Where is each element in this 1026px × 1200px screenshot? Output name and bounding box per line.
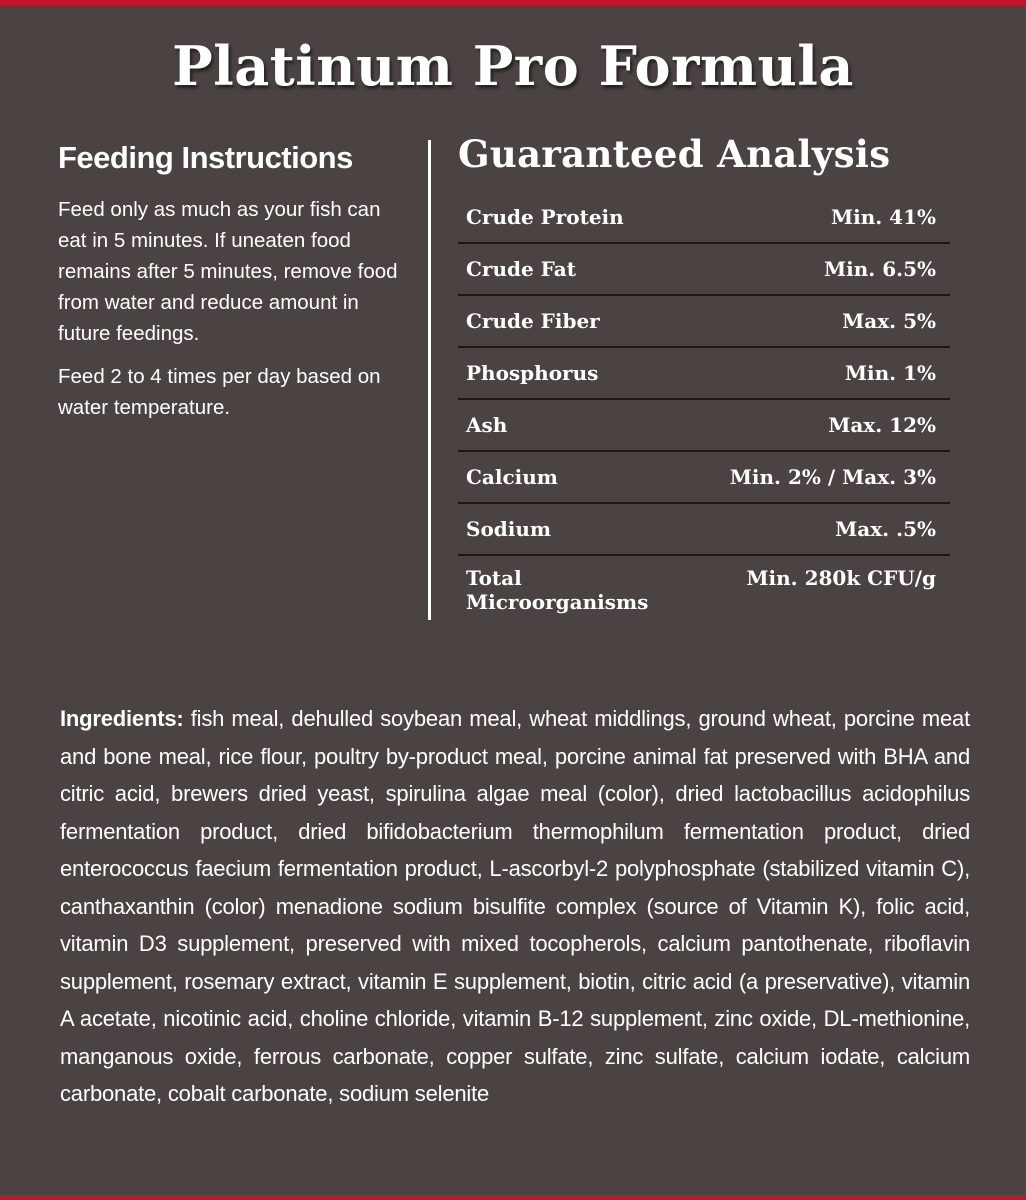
row-label: Calcium xyxy=(466,465,558,489)
page-title: Platinum Pro Formula xyxy=(172,34,854,98)
top-red-edge xyxy=(0,0,1026,5)
feeding-instructions-section xyxy=(58,140,408,435)
row-value: Min. 1% xyxy=(844,361,936,385)
table-row xyxy=(458,504,950,556)
row-value: Min. 280k CFU/g xyxy=(746,566,936,590)
analysis-table xyxy=(458,192,950,632)
feeding-paragraph: Feed only as much as your fish can eat in 5 minutes. If uneaten food remains after 5 minutes, remove food from water and reduce amount in future feedings. xyxy=(58,198,398,345)
table-row xyxy=(458,556,950,632)
column-divider xyxy=(428,140,431,620)
feeding-heading: Feeding Instructions xyxy=(58,140,353,175)
row-label: Crude Fiber xyxy=(466,309,600,333)
row-label: Crude Protein xyxy=(466,205,624,229)
table-row xyxy=(458,452,950,504)
ingredients-text xyxy=(60,700,970,1113)
ingredients-label: Ingredients: xyxy=(60,706,184,731)
row-label: Ash xyxy=(466,413,508,437)
row-value: Min. 6.5% xyxy=(823,257,936,281)
row-value: Max. 12% xyxy=(828,413,936,437)
row-label: Total Microorganisms xyxy=(466,566,649,614)
table-row xyxy=(458,348,950,400)
row-label: Crude Fat xyxy=(466,257,576,281)
table-row xyxy=(458,296,950,348)
guaranteed-analysis-section xyxy=(458,132,950,632)
table-row xyxy=(458,244,950,296)
row-value: Min. 41% xyxy=(830,205,936,229)
analysis-heading: Guaranteed Analysis xyxy=(458,132,891,176)
row-label: Phosphorus xyxy=(466,361,599,385)
table-row xyxy=(458,192,950,244)
bottom-red-edge xyxy=(0,1195,1026,1200)
row-value: Max. .5% xyxy=(835,517,936,541)
table-row xyxy=(458,400,950,452)
row-label: Sodium xyxy=(466,517,552,541)
row-value: Min. 2% / Max. 3% xyxy=(729,465,936,489)
row-value: Max. 5% xyxy=(842,309,936,333)
feeding-paragraph: Feed 2 to 4 times per day based on water temperature. xyxy=(58,365,381,419)
ingredients-list: fish meal, dehulled soybean meal, wheat middlings, ground wheat, porcine meat and bone meal, rice flour, poultry by-product meal, porcine animal fat preserved with BHA and citric acid, brewers dried yeast, spirulina algae meal (color), dried lactobacillus acidophilus fermentation product, dried bifidobacterium thermophilum fermentation product, dried enterococcus faecium fermentation product, L-ascorbyl-2 polyphosphate (stabilized vitamin C), canthaxanthin (color) menadione sodium bisulfite complex (source of Vitamin K), folic acid, vitamin D3 supplement, preserved with mixed tocopherols, calcium pantothenate, riboflavin supplement, rosemary extract, vitamin E supplement, biotin, citric acid (a preservative), vitamin A acetate, nicotinic acid, choline chloride, vitamin B-12 supplement, zinc oxide, DL-methionine, manganous oxide, ferrous carbonate, copper sulfate, zinc sulfate, calcium iodate, calcium carbonate, cobalt carbonate, sodium selenite xyxy=(60,706,970,1106)
